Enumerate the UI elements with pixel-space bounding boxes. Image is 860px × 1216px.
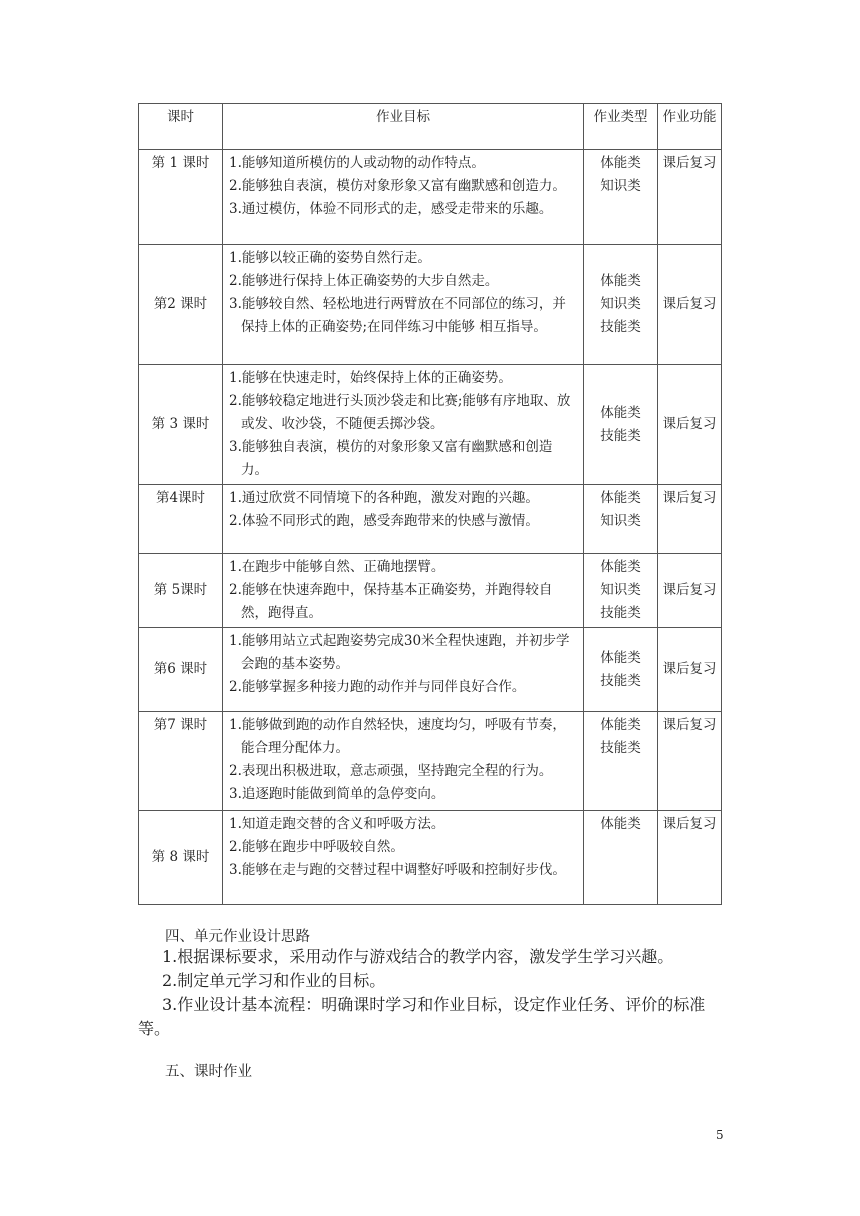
table-row: [139, 811, 722, 905]
goal-item: 1.能够做到跑的动作自然轻快，速度均匀，呼吸有节奏，能合理分配体力。: [229, 717, 566, 756]
goal-item: 1.在跑步中能够自然、正确地摆臂。: [229, 559, 445, 575]
lesson-cell: 第 3 课时: [139, 365, 223, 485]
type-item: 技能类: [600, 672, 641, 689]
goal-cell: [223, 365, 584, 485]
function-cell: 课后复习: [658, 485, 722, 554]
type-cell: [584, 150, 658, 245]
goal-item: 2.能够掌握多种接力跑的动作并与同伴良好合作。: [229, 679, 526, 695]
goal-cell: [223, 712, 584, 811]
lesson-cell: 第 1 课时: [139, 150, 223, 245]
type-cell: [584, 628, 658, 712]
lesson-cell: 第 8 课时: [139, 811, 223, 905]
header-type: 作业类型: [584, 104, 658, 150]
table-row: [139, 365, 722, 485]
type-item: 体能类: [600, 155, 641, 171]
goal-item: 1.知道走跑交替的含义和呼吸方法。: [229, 816, 445, 832]
type-item: 体能类: [600, 717, 641, 733]
goal-item: 1.能够用站立式起跑姿势完成30米全程快速跑，并初步学会跑的基本姿势。: [229, 633, 570, 672]
goal-cell: [223, 628, 584, 712]
section-4-title: 四、单元作业设计思路: [165, 929, 310, 945]
type-item: 技能类: [600, 740, 641, 756]
goal-cell: [223, 811, 584, 905]
function-cell: 课后复习: [658, 628, 722, 712]
function-cell: 课后复习: [658, 712, 722, 811]
table-header-row: [139, 104, 722, 150]
goal-item: 1.通过欣赏不同情境下的各种跑，激发对跑的兴趣。: [229, 490, 539, 506]
goal-item: 1.能够以较正确的姿势自然行走。: [229, 250, 431, 266]
type-cell: [584, 554, 658, 628]
goal-item: 3.能够独自表演，模仿的对象形象又富有幽默感和创造力。: [229, 439, 553, 478]
type-cell: [584, 811, 658, 905]
type-item: 体能类: [600, 649, 641, 666]
type-item: 体能类: [600, 816, 641, 832]
type-cell: [584, 485, 658, 554]
section-4-item: 3.作业设计基本流程：明确课时学习和作业目标，设定作业任务、评价的标准等。: [138, 995, 706, 1038]
type-cell: [584, 365, 658, 485]
function-cell: 课后复习: [658, 365, 722, 485]
table-row: [139, 245, 722, 365]
goal-item: 2.能够在跑步中呼吸较自然。: [229, 839, 404, 855]
goal-cell: [223, 150, 584, 245]
goal-item: 2.能够独自表演，模仿对象形象又富有幽默感和创造力。: [229, 178, 566, 194]
goal-item: 3.通过模仿，体验不同形式的走，感受走带来的乐趣。: [229, 201, 553, 217]
goal-item: 2.能够在快速奔跑中，保持基本正确姿势，并跑得较自然，跑得直。: [229, 582, 553, 621]
function-cell: 课后复习: [658, 811, 722, 905]
function-cell: 课后复习: [658, 150, 722, 245]
header-lesson: 课时: [139, 104, 223, 150]
type-cell: [584, 712, 658, 811]
table-row: [139, 628, 722, 712]
goal-item: 2.体验不同形式的跑，感受奔跑带来的快感与激情。: [229, 513, 539, 529]
table-row: [139, 150, 722, 245]
type-item: 体能类: [600, 273, 641, 289]
lesson-cell: 第7 课时: [139, 712, 223, 811]
homework-goals-table: [138, 103, 722, 905]
goal-item: 3.能够在走与跑的交替过程中调整好呼吸和控制好步伐。: [229, 862, 566, 878]
lesson-cell: 第 5课时: [139, 554, 223, 628]
goal-cell: [223, 554, 584, 628]
table-row: [139, 485, 722, 554]
lesson-cell: 第4课时: [139, 485, 223, 554]
table-row: [139, 554, 722, 628]
goal-cell: [223, 245, 584, 365]
type-item: 体能类: [600, 404, 641, 421]
goal-item: 1.能够知道所模仿的人或动物的动作特点。: [229, 155, 485, 171]
type-item: 体能类: [600, 490, 641, 506]
type-item: 技能类: [600, 427, 641, 444]
section-4-item: 2.制定单元学习和作业的目标。: [162, 971, 386, 990]
goal-item: 2.能够较稳定地进行头顶沙袋走和比赛;能够有序地取、放或发、收沙袋，不随便丢掷沙袋。: [229, 393, 571, 432]
type-item: 知识类: [600, 178, 641, 194]
lesson-cell: 第6 课时: [139, 628, 223, 712]
goal-item: 2.表现出积极进取，意志顽强，坚持跑完全程的行为。: [229, 763, 553, 779]
page-number: 5: [716, 1128, 724, 1142]
type-item: 知识类: [600, 513, 641, 529]
type-item: 技能类: [600, 605, 641, 621]
function-cell: 课后复习: [658, 245, 722, 365]
goal-cell: [223, 485, 584, 554]
header-function: 作业功能: [658, 104, 722, 150]
type-cell: [584, 245, 658, 365]
section-5-title: 五、课时作业: [165, 1064, 252, 1080]
type-item: 知识类: [600, 296, 641, 312]
function-cell: 课后复习: [658, 554, 722, 628]
goal-item: 3.追逐跑时能做到简单的急停变向。: [229, 786, 445, 802]
header-goal: 作业目标: [223, 104, 584, 150]
type-item: 体能类: [600, 559, 641, 575]
table-row: [139, 712, 722, 811]
section-4-item: 1.根据课标要求，采用动作与游戏结合的教学内容，激发学生学习兴趣。: [162, 947, 674, 966]
type-item: 知识类: [600, 582, 641, 598]
goal-item: 1.能够在快速走时，始终保持上体的正确姿势。: [229, 370, 512, 386]
lesson-cell: 第2 课时: [139, 245, 223, 365]
type-item: 技能类: [600, 319, 641, 335]
goal-item: 2.能够进行保持上体正确姿势的大步自然走。: [229, 273, 499, 289]
goal-item: 3.能够较自然、轻松地进行两臂放在不同部位的练习，并保持上体的正确姿势;在同伴练习中能够 相互指导。: [229, 296, 566, 335]
